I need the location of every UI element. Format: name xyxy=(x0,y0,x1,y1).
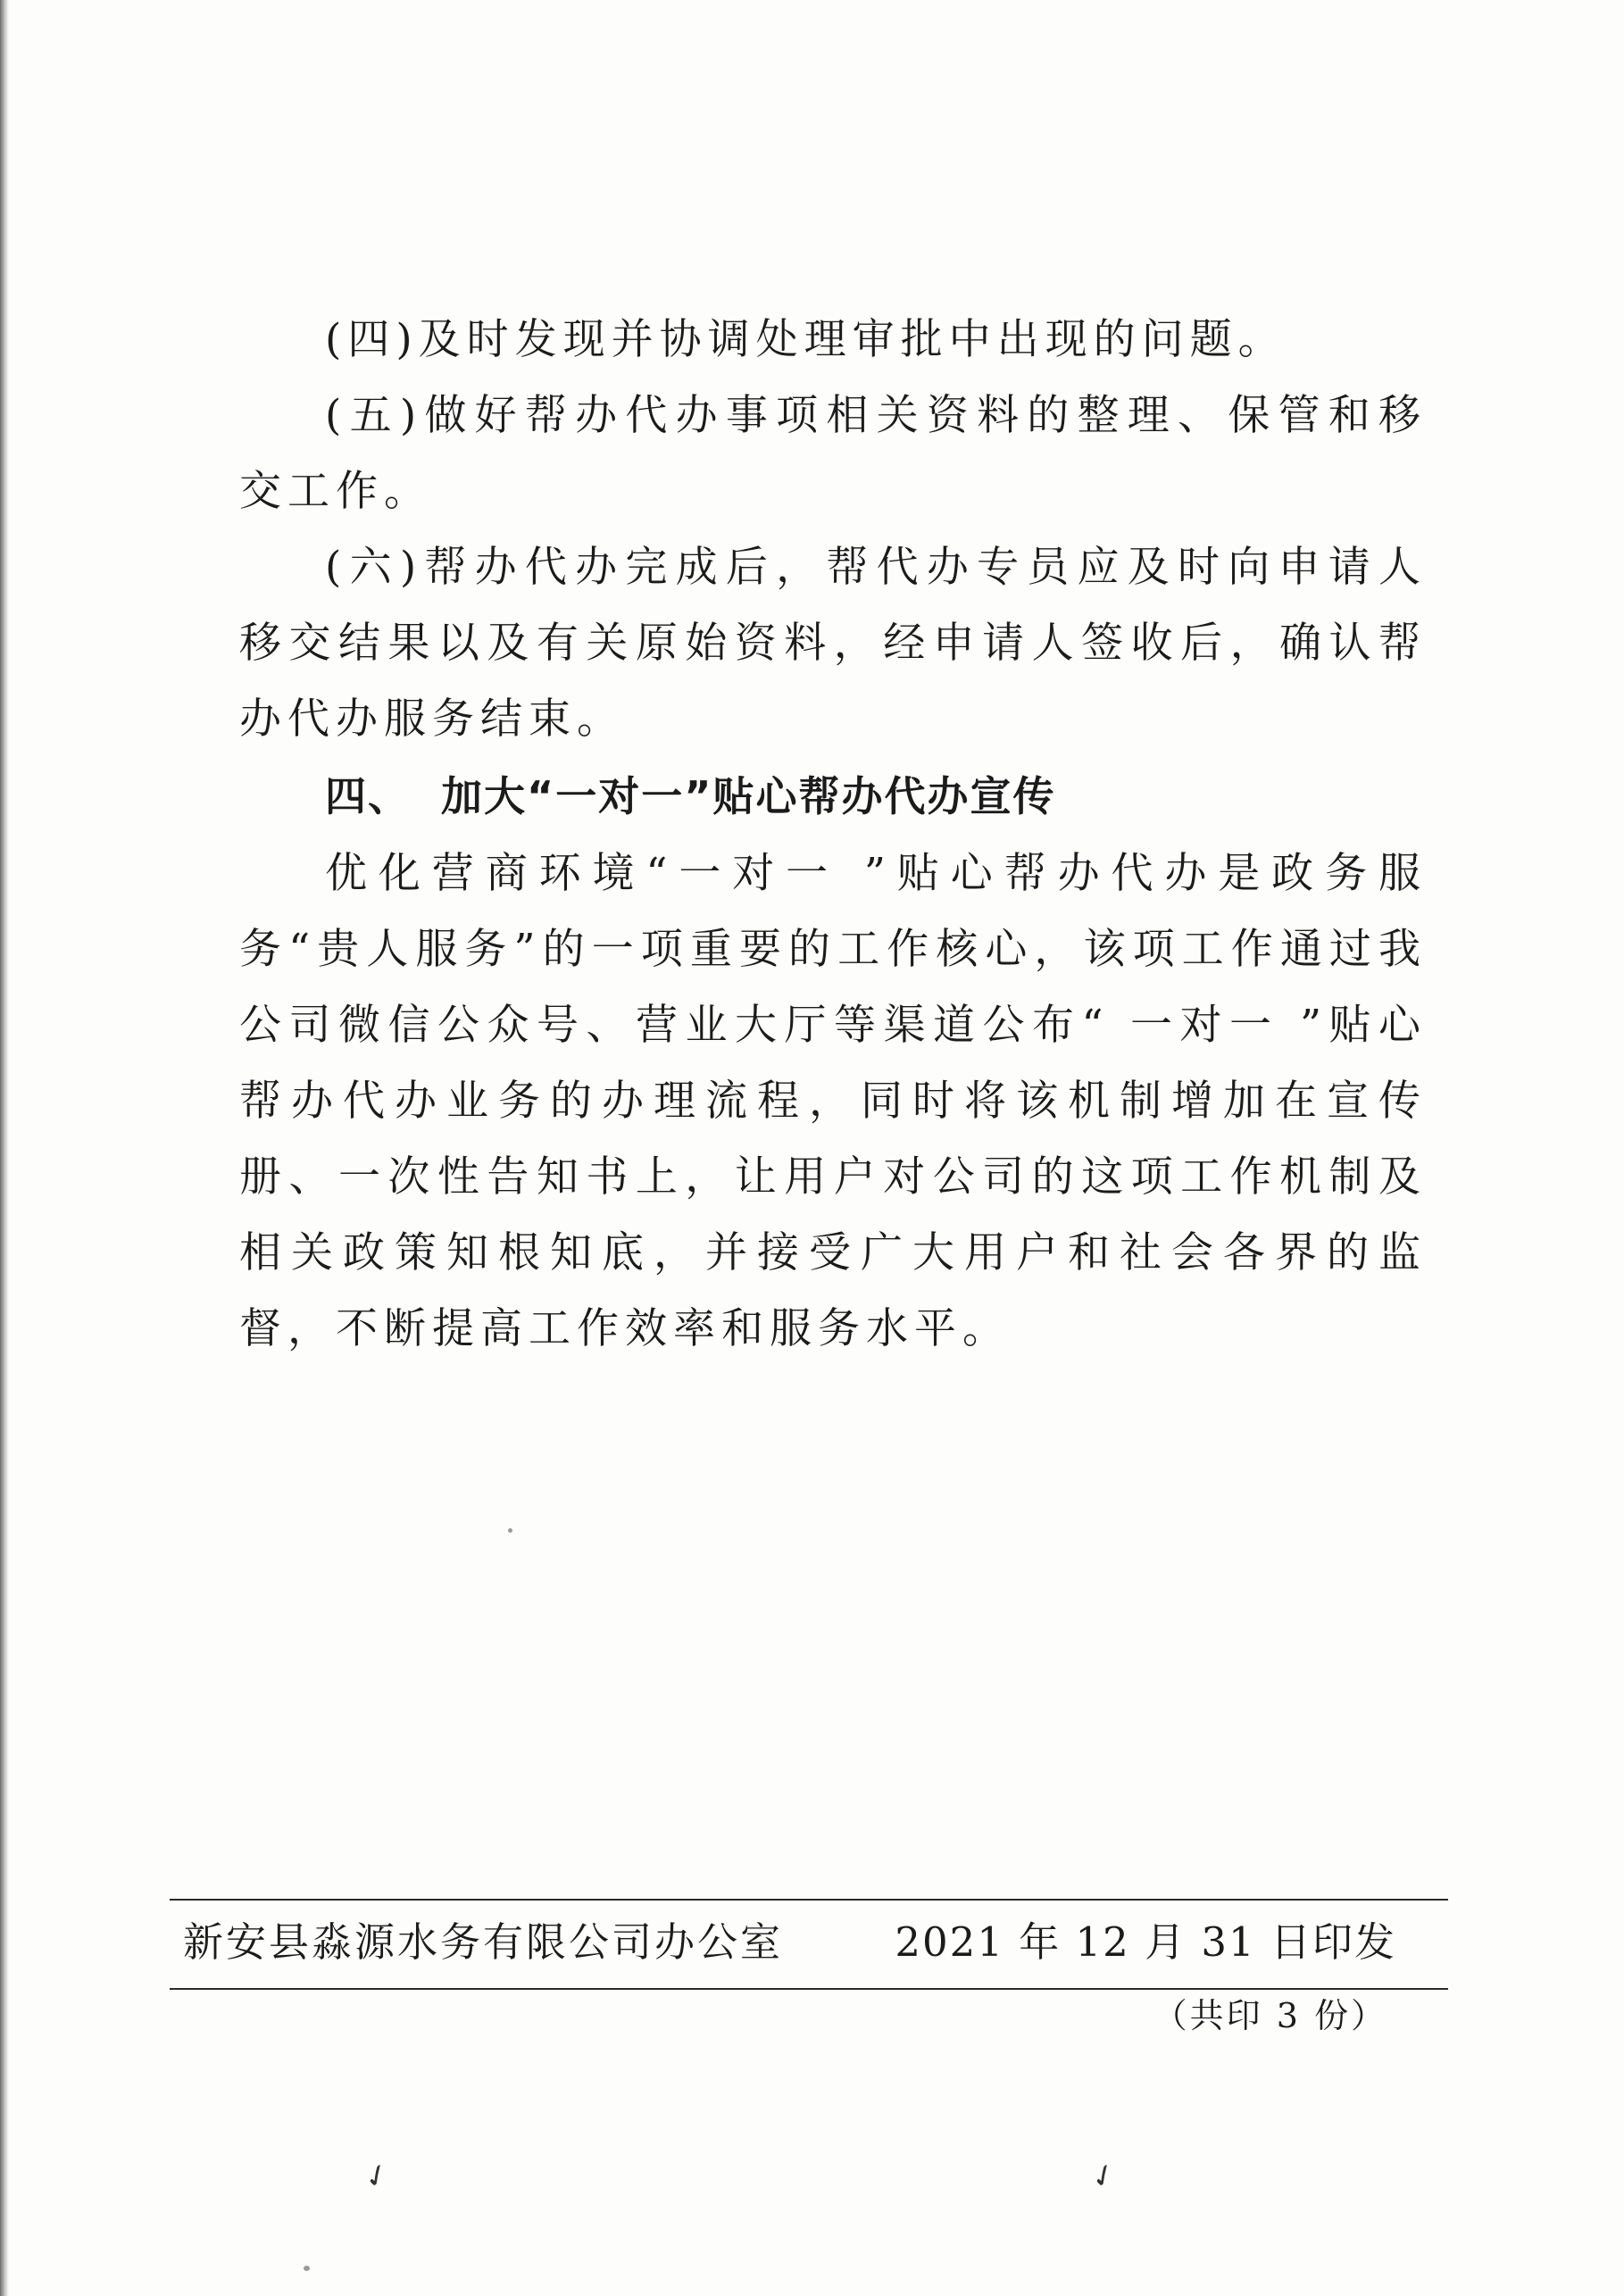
check-mark-icon: ✓ xyxy=(357,2154,396,2199)
scan-speck xyxy=(304,2266,310,2271)
footer-bottom-rule xyxy=(170,1988,1448,1990)
issue-date: 2021 年 12 月 31 日印发 xyxy=(895,1918,1396,1966)
section-four-body: 优化营商环境“一对一 ”贴心帮办代办是政务服务“贵人服务”的一项重要的工作核心，该项工作通过我公司微信公众号、营业大厅等渠道公布“ 一对一 ”贴心帮办代办业务的办理流程，同时将该机制增加在宣传册、一次性告知书上，让用户对公司的这项工作机制及相关政策知根知底，并接受广大用户和社会各界的监督，不断提高工作效率和服务水平。 xyxy=(239,849,1427,1353)
item-six: (六)帮办代办完成后，帮代办专员应及时向申请人移交结果以及有关原始资料，经申请人签收后，确认帮办代办服务结束。 xyxy=(239,543,1427,744)
section-four-number: 四、 xyxy=(325,772,411,820)
item-five: (五)做好帮办代办事项相关资料的整理、保管和移交工作。 xyxy=(239,391,1427,516)
item-four: (四)及时发现并协调处理审批中出现的问题。 xyxy=(325,315,1287,364)
document-body xyxy=(239,302,1427,1367)
scan-shadow-edge xyxy=(0,0,9,2296)
check-mark-icon: ✓ xyxy=(1084,2154,1123,2199)
footer-top-rule xyxy=(170,1899,1448,1901)
scan-speck xyxy=(508,1528,512,1533)
copies-note: （共印 3 份） xyxy=(1153,1996,1387,2035)
section-four-heading xyxy=(239,757,1427,836)
issuing-organization: 新安县淼源水务有限公司办公室 xyxy=(183,1918,784,1966)
section-four-title: 加大“一对一”贴心帮办代办宣传 xyxy=(441,772,1056,820)
